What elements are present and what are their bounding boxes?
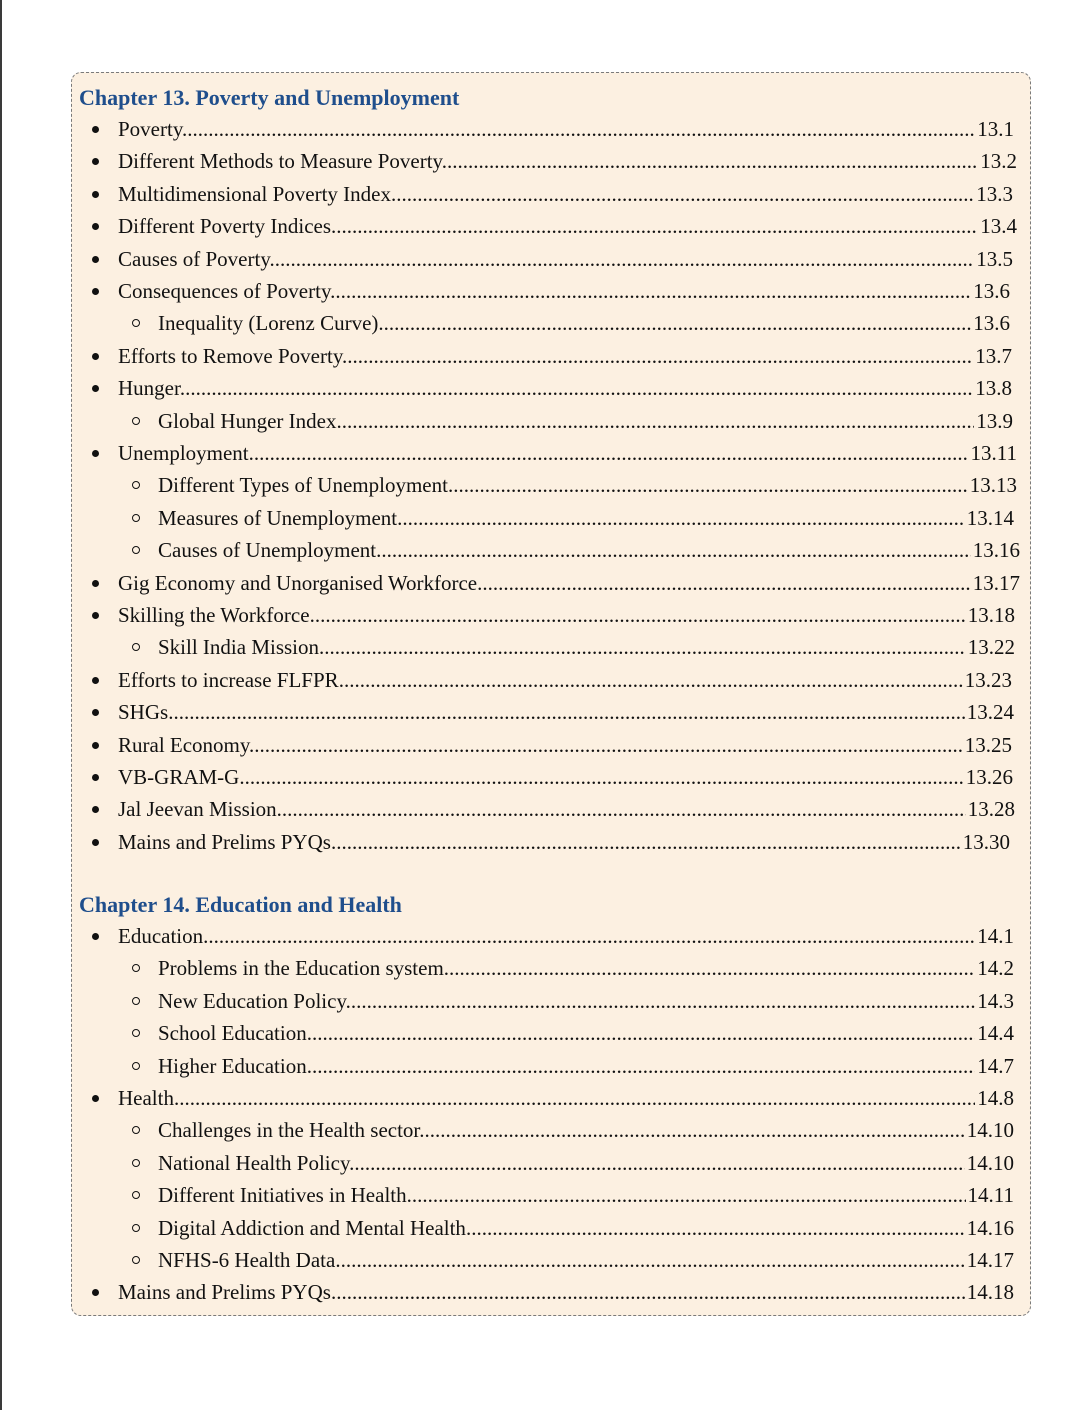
toc-entry-title: Global Hunger Index ..... [158,409,1013,433]
toc-entry-title: Skilling the Workforce ..... [118,603,1015,627]
toc-entry[interactable] [118,342,1012,370]
toc-entry-title: Measures of Unemployment ..... [158,506,1014,530]
toc-entry[interactable] [118,922,1014,950]
toc-entry-page-number: 13.18 [967,603,1015,627]
bullet-icon [92,933,99,940]
toc-entry[interactable] [158,987,1014,1015]
toc-entry[interactable] [118,698,1014,726]
toc-entry-title: Higher Education ..... [158,1054,1014,1078]
bullet-icon [92,742,99,749]
circle-bullet-icon [132,514,140,522]
toc-entry[interactable] [158,1052,1014,1080]
circle-bullet-icon [132,964,140,972]
chapter-title: Chapter 14. Education and Health [79,892,402,917]
toc-entry-title: Consequences of Poverty ..... [118,279,1010,303]
bullet-icon [92,677,99,684]
toc-entry-title: Different Methods to Measure Poverty ..... [118,149,1017,173]
toc-entry-page-number: 14.11 [967,1183,1014,1208]
toc-entry-page-number: 13.3 [976,181,1013,206]
toc-entry-page-number: 14.10 [966,1118,1014,1143]
toc-entry-page-number: 14.3 [977,988,1014,1013]
toc-entry[interactable] [158,954,1014,982]
toc-entry[interactable] [158,1116,1014,1144]
circle-bullet-icon [132,1159,140,1167]
toc-entry-page-number: 13.9 [976,408,1013,433]
toc-entry[interactable] [118,731,1012,759]
toc-entry-page-number: 13.6 [973,279,1010,303]
toc-entry[interactable] [158,1181,1014,1209]
circle-bullet-icon [132,481,140,489]
toc-entry[interactable] [158,1149,1014,1177]
toc-entry[interactable] [118,601,1015,629]
bullet-icon [92,1095,99,1102]
toc-entry-title: Causes of Poverty ..... [118,247,1013,271]
toc-entry[interactable] [158,1246,1014,1274]
toc-entry-page-number: 14.8 [977,1086,1014,1110]
toc-entry-page-number: 13.30 [962,829,1010,854]
toc-entry[interactable] [158,504,1014,532]
toc-entry-page-number: 13.22 [967,635,1015,660]
toc-entry-page-number: 14.1 [977,924,1014,948]
toc-entry[interactable] [158,407,1013,435]
toc-entry-title: Unemployment ..... [118,441,1017,465]
toc-entry[interactable] [118,147,1017,175]
toc-entry[interactable] [158,309,1010,337]
toc-entry[interactable] [118,245,1013,273]
toc-entry[interactable] [118,828,1010,856]
bullet-icon [92,450,99,457]
toc-entry[interactable] [118,666,1012,694]
toc-entry-page-number: 14.4 [977,1021,1014,1046]
table-of-contents [71,72,1031,1316]
toc-entry-title: National Health Policy ..... [158,1151,1014,1175]
toc-entry-page-number: 14.10 [966,1150,1014,1175]
toc-entry-title: Mains and Prelims PYQs ..... [118,1280,1014,1304]
circle-bullet-icon [132,1029,140,1037]
toc-entry-page-number: 13.23 [964,667,1012,692]
toc-entry-page-number: 13.26 [965,765,1013,789]
toc-entry-title: Gig Economy and Unorganised Workforce ..... [118,571,1020,595]
toc-entry[interactable] [158,633,1015,661]
bullet-icon [92,774,99,781]
toc-entry-page-number: 13.11 [970,441,1017,465]
toc-entry-page-number: 13.14 [966,505,1014,530]
toc-entry-page-number: 13.16 [972,538,1020,563]
circle-bullet-icon [132,997,140,1005]
toc-entry-title: School Education ..... [158,1021,1014,1045]
toc-entry-page-number: 13.28 [967,797,1015,822]
toc-entry-page-number: 13.6 [973,311,1010,336]
toc-entry-title: Digital Addiction and Mental Health ..... [158,1216,1014,1240]
toc-entry-title: Different Poverty Indices ..... [118,214,1017,238]
toc-entry-title: Poverty ..... [118,117,1014,141]
toc-entry-page-number: 13.8 [975,376,1012,401]
toc-entry-title: Multidimensional Poverty Index ..... [118,182,1013,206]
bullet-icon [92,353,99,360]
circle-bullet-icon [132,1062,140,1070]
toc-entry-title: Efforts to Remove Poverty ..... [118,344,1012,368]
toc-entry-title: Problems in the Education system ..... [158,956,1014,980]
bullet-icon [92,256,99,263]
bullet-icon [92,806,99,813]
toc-entry-title: SHGs ..... [118,700,1014,724]
toc-entry-title: Hunger ..... [118,376,1012,400]
toc-entry[interactable] [118,569,1020,597]
bullet-icon [92,191,99,198]
toc-entry-page-number: 13.2 [980,149,1017,174]
bullet-icon [92,126,99,133]
circle-bullet-icon [132,1256,140,1264]
toc-entry-title: New Education Policy ..... [158,989,1014,1013]
toc-entry-page-number: 13.7 [975,343,1012,368]
bullet-icon [92,158,99,165]
toc-entry-title: NFHS-6 Health Data ..... [158,1248,1014,1272]
toc-entry-title: Efforts to increase FLFPR ..... [118,668,1012,692]
circle-bullet-icon [132,546,140,554]
page-left-edge [0,0,2,1410]
bullet-icon [92,1289,99,1296]
toc-entry-page-number: 13.1 [977,117,1014,141]
toc-entry-page-number: 14.16 [966,1215,1014,1240]
toc-entry[interactable] [118,439,1017,467]
bullet-icon [92,839,99,846]
toc-entry[interactable] [118,374,1012,402]
toc-entry-title: Jal Jeevan Mission ..... [118,797,1015,821]
toc-entry[interactable] [158,536,1020,564]
circle-bullet-icon [132,417,140,425]
circle-bullet-icon [132,643,140,651]
bullet-icon [92,612,99,619]
bullet-icon [92,385,99,392]
toc-entry-title: Rural Economy ..... [118,733,1012,757]
circle-bullet-icon [132,1191,140,1199]
toc-entry-title: Mains and Prelims PYQs ..... [118,830,1010,854]
chapter-title: Chapter 13. Poverty and Unemployment [79,85,460,110]
toc-entry[interactable] [118,763,1013,791]
toc-entry-title: Inequality (Lorenz Curve) ..... [158,311,1010,335]
toc-entry[interactable] [118,180,1013,208]
toc-entry-title: VB-GRAM-G ..... [118,765,1013,789]
toc-entry[interactable] [118,795,1015,823]
toc-entry-page-number: 13.17 [972,570,1020,595]
toc-entry-page-number: 14.7 [977,1053,1014,1078]
circle-bullet-icon [132,319,140,327]
toc-entry[interactable] [158,1214,1014,1242]
toc-entry-page-number: 13.25 [964,732,1012,757]
toc-entry-page-number: 13.4 [980,214,1017,239]
toc-entry-page-number: 14.18 [966,1280,1014,1305]
toc-entry[interactable] [118,1084,1014,1112]
bullet-icon [92,288,99,295]
toc-entry[interactable] [118,115,1014,143]
circle-bullet-icon [132,1224,140,1232]
bullet-icon [92,223,99,230]
toc-entry-title: Causes of Unemployment ..... [158,538,1020,562]
bullet-icon [92,580,99,587]
toc-entry[interactable] [118,1278,1014,1306]
circle-bullet-icon [132,1126,140,1134]
toc-entry-page-number: 14.17 [966,1248,1014,1272]
toc-entry-title: Challenges in the Health sector ..... [158,1118,1014,1142]
toc-entry-title: Different Initiatives in Health ..... [158,1183,1014,1207]
toc-entry-title: Skill India Mission ..... [158,635,1015,659]
toc-entry-page-number: 13.13 [969,473,1017,498]
toc-entry-title: Different Types of Unemployment ..... [158,473,1017,497]
toc-entry[interactable] [158,471,1017,499]
toc-entry-title: Education ..... [118,924,1014,948]
toc-entry-page-number: 13.24 [966,700,1014,725]
toc-entry[interactable] [118,212,1017,240]
toc-entry[interactable] [118,277,1010,305]
toc-entry-page-number: 14.2 [977,956,1014,981]
bullet-icon [92,709,99,716]
toc-entry-title: Health ..... [118,1086,1014,1110]
toc-entry-page-number: 13.5 [976,246,1013,271]
toc-entry[interactable] [158,1019,1014,1047]
